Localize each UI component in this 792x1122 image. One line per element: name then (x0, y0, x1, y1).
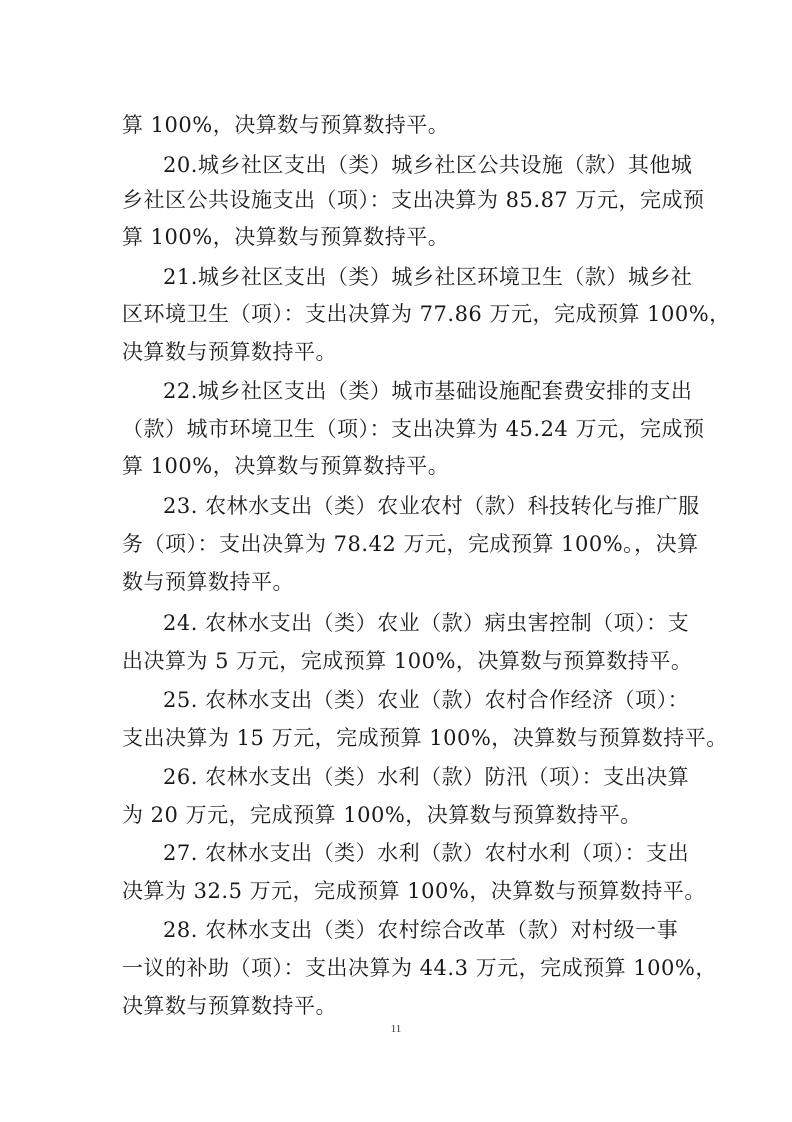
text-line: 23. 农林水支出（类）农业农村（款）科技转化与推广服 (163, 494, 700, 518)
page-number: 11 (390, 1023, 402, 1035)
text-line: 决算为 32.5 万元，完成预算 100%，决算数与预算数持平。 (122, 879, 706, 903)
text-line: 一议的补助（项）：支出决算为 44.3 万元，完成预算 100%， (122, 956, 717, 980)
text-line: 20.城乡社区支出（类）城乡社区公共设施（款）其他城 (163, 153, 693, 177)
text-line: 算 100%，决算数与预算数持平。 (122, 454, 450, 478)
text-line: 24. 农林水支出（类）农业（款）病虫害控制（项）：支 (163, 611, 690, 635)
text-line: 决算数与预算数持平。 (122, 340, 337, 364)
text-line: 乡社区公共设施支出（项）：支出决算为 85.87 万元，完成预 (122, 188, 705, 212)
text-line: 为 20 万元，完成预算 100%，决算数与预算数持平。 (122, 803, 642, 827)
text-line: 算 100%，决算数与预算数持平。 (122, 113, 450, 137)
text-line: 21.城乡社区支出（类）城乡社区环境卫生（款）城乡社 (163, 265, 693, 289)
text-line: 25. 农林水支出（类）农业（款）农村合作经济（项）： (163, 688, 690, 712)
text-line: 务（项）：支出决算为 78.42 万元，完成预算 100%。，决算 (122, 532, 699, 556)
text-line: （款）城市环境卫生（项）：支出决算为 45.24 万元，完成预 (122, 417, 705, 441)
text-line: 决算数与预算数持平。 (122, 994, 337, 1018)
text-line: 算 100%，决算数与预算数持平。 (122, 225, 450, 249)
text-line: 区环境卫生（项）：支出决算为 77.86 万元，完成预算 100%， (122, 302, 731, 326)
text-line: 28. 农林水支出（类）农村综合改革（款）对村级一事 (163, 918, 679, 942)
text-line: 支出决算为 15 万元，完成预算 100%，决算数与预算数持平。 (122, 726, 728, 750)
text-line: 26. 农林水支出（类）水利（款）防汛（项）：支出决算 (163, 765, 690, 789)
text-line: 出决算为 5 万元，完成预算 100%，决算数与预算数持平。 (122, 649, 693, 673)
text-line: 27. 农林水支出（类）水利（款）农村水利（项）：支出 (163, 841, 690, 865)
text-line: 22.城乡社区支出（类）城市基础设施配套费安排的支出 (163, 379, 693, 403)
text-line: 数与预算数持平。 (122, 570, 294, 594)
